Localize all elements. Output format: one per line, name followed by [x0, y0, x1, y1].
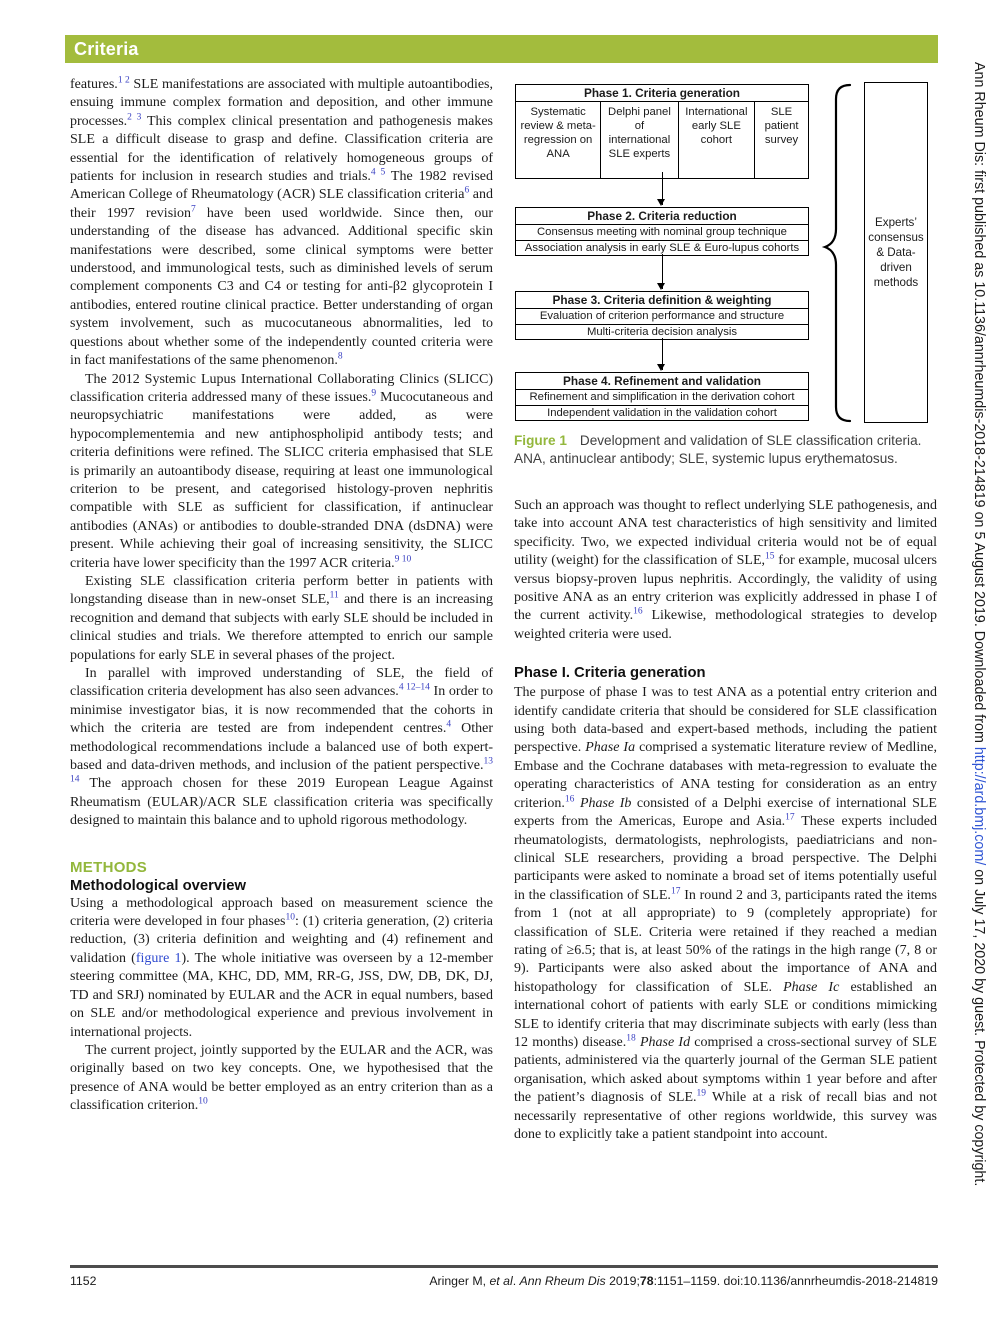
- paragraph-existing-criteria: Existing SLE classification criteria perform better in patients with longstanding disease than in new-onset SLE,$^{11}$ and there is an increasing recognition and demand that subjects with early SLE should be included in clinical studies and trials. We therefore attempted to enrich our sample populations for early SLE in several phases of the project.: [70, 573, 493, 663]
- methodological-overview-heading: Methodological overview: [70, 877, 246, 894]
- figure-1: [514, 82, 938, 492]
- phase2-row-association: Association analysis in early SLE & Euro-lupus cohorts: [524, 241, 800, 254]
- flowchart-phase4-box: [515, 372, 809, 421]
- reference-link[interactable]: 11: [329, 590, 339, 601]
- right-column: [514, 497, 937, 1144]
- reference-link[interactable]: 9: [371, 388, 377, 399]
- down-arrow-icon: [662, 172, 663, 205]
- phase3-row-evaluation: Evaluation of criterion performance and structure: [516, 309, 808, 325]
- figure-caption: [514, 432, 938, 467]
- phase1-section-heading: Phase I. Criteria generation: [514, 665, 706, 682]
- paragraph-phase1-generation: The purpose of phase I was to test ANA as a potential entry criterion and identify candidate criteria that should be considered for SLE classification using both data-based and expert-based methods, including the patient perspective. Phase Ia comprised a systematic literature review of Medline, Embase and the Cochrane databases with meta-regression to evaluate the operating characteristics of ANA testing for consideration as an entry criterion.$^{16}$ Phase Ib consisted of a Delphi exercise of international SLE experts from the Americas, Europe and Asia.$^{17}$ These experts included rheumatologists, dermatologists, nephrologists, paediatricians and non-clinical SLE researchers, providing a broad perspective. The Delphi participants were asked to nominate a broad set of items potentially useful in the classification of SLE.$^{17}$ In round 2 and 3, participants rated the items from 1 (not at all appropriate) to 9 (completely appropriate) for classification of SLE. Criteria were retained if they reached a median rating of ≥6.5; that is, at least 50% of the ratings in the high range (7, 8 or 9). Participants were also asked about the importance of ANA and histopathology for classification of SLE. Phase Ic established an international cohort of patients with early SLE or conditions mimicking SLE to identify criteria that may discriminate subjects with early (less than 12 months) disease.$^{18}$ Phase Id comprised a cross-sectional survey of SLE patients, administered via the quarterly journal of the German SLE patient organisation, which asked about symptoms within 1 year before and after the patient’s diagnosis of SLE.$^{19}$ While at a risk of recall bias and not necessarily representative of other regions worldwide, this survey was done to explicitly take a patient standpoint into account.: [514, 685, 938, 1142]
- bold-text: 78: [639, 1274, 654, 1288]
- inline-link[interactable]: http://ard.bmj.com/: [971, 746, 987, 866]
- section-banner: [65, 35, 938, 63]
- reference-link[interactable]: 10: [285, 912, 296, 923]
- reference-link[interactable]: 6: [464, 185, 470, 196]
- figure-caption-text: Development and validation of SLE classification criteria. ANA, antinuclear antibody; SLE, systemic lupus erythematosus.: [514, 433, 922, 466]
- phase4-row-refinement: Refinement and simplification in the derivation cohort: [516, 390, 808, 406]
- reference-link[interactable]: 15: [765, 551, 775, 562]
- italic-text: Phase Ib: [579, 795, 632, 811]
- flowchart-phase1-box: [515, 84, 809, 179]
- reference-link[interactable]: 18: [626, 1033, 636, 1044]
- phase1-title: Phase 1. Criteria generation: [516, 85, 808, 102]
- paragraph-slicc: The 2012 Systemic Lupus International Collaborating Clinics (SLICC) classification criteria addressed many of these issues.$^9$ Mucocutaneous and neuropsychiatric manifestations were added, as were hypocomplementemia and new antiphospholipid antibody tests; and criteria definitions were refined. The SLICC criteria emphasised that SLE is primarily an autoantibody disease, requiring at least one immunological criterion to be present, and categorised histology-proven nephritis compatible with SLE as sufficient for classification, if antinuclear antibodies (ANAs) or antibodies to double-stranded DNA (dsDNA) were present. While achieving their goal of increasing sensitivity, the SLICC criteria have lower specificity than the 1997 ACR criteria.$^{9 10}$: [70, 371, 493, 571]
- paragraph-such-approach: Such an approach was thought to reflect underlying SLE pathogenesis, and take into account ANA test characteristics of high sensitivity and limited specificity. Two, we expected individual criteria would not be of equal utility (weight) for the classification of SLE,$^{15}$ for example, mucosal ulcers versus biopsy-proven lupus nephritis. Accordingly, the validity of using positive ANA as an entry criterion was explicitly addressed in phase I of the current activity.$^{16}$ Likewise, methodological strategies to develop weighted criteria were used.: [514, 498, 938, 642]
- paragraph-current-project: The current project, jointly supported by the EULAR and the ACR, was originally based on two key concepts. One, we hypothesised that the presence of ANA would be better employed as an entry criterion than as a classification criterion.$^{10}$: [70, 1042, 493, 1114]
- reference-link[interactable]: 16: [564, 794, 575, 805]
- phase1-cell-systematic-review: Systematic review & meta-regression on ANA: [516, 102, 601, 178]
- italic-text: Ann Rheum Dis: [519, 1274, 606, 1288]
- phase2-title: Phase 2. Criteria reduction: [516, 208, 808, 225]
- flowchart-phase3-box: [515, 291, 809, 340]
- reference-link[interactable]: 9 10: [394, 553, 412, 564]
- footer-citation: Aringer M, et al. Ann Rheum Dis 2019;78:1151–1159. doi:10.1136/annrheumdis-2018-214819: [429, 1274, 938, 1288]
- down-arrow-icon: [662, 254, 663, 289]
- left-column: [70, 76, 493, 1116]
- reference-link[interactable]: 17: [785, 812, 795, 823]
- footer: [70, 1274, 938, 1288]
- reference-link[interactable]: 4: [446, 719, 452, 730]
- page-number: 1152: [70, 1274, 97, 1288]
- italic-text: Phase Ic: [783, 979, 840, 995]
- inline-link[interactable]: figure 1: [135, 950, 182, 966]
- paragraph-methodological-approach: Using a methodological approach based on measurement science the criteria were developed in four phases$^{10}$: (1) criteria generation, (2) criteria reduction, (3) criteria definition and weighting and (4) refinement and validation (figure 1). The whole initiative was overseen by a 12-member steering committee (MA, KHC, DD, MM, RR-G, JSS, DW, DB, DK, DJ, TD and SRJ) nominated by EULAR and the ACR in equal numbers, based on SLE and/or methodological experience and previous involvement in international projects.: [70, 895, 494, 1040]
- reference-link[interactable]: 1 2: [117, 75, 130, 86]
- phase1-cell-early-sle-cohort: International early SLE cohort: [679, 102, 756, 178]
- experts-consensus-box: Experts’ consensus & Data-driven methods: [864, 82, 928, 423]
- reference-link[interactable]: 4 5: [370, 167, 386, 178]
- phase1-cell-delphi-panel: Delphi panel of international SLE experts: [601, 102, 678, 178]
- phase4-row-validation: Independent validation in the validation cohort: [547, 406, 777, 419]
- methods-heading: METHODS: [70, 858, 148, 876]
- phase1-cell-patient-survey: SLE patient survey: [764, 106, 799, 146]
- reference-link[interactable]: 10: [198, 1096, 208, 1107]
- reference-link[interactable]: 8: [337, 351, 343, 362]
- italic-text: et al: [489, 1274, 513, 1288]
- flowchart-phase2-box: [515, 207, 809, 256]
- figure-caption-label: Figure 1: [514, 433, 567, 448]
- paragraph-parallel-advances: In parallel with improved understanding of SLE, the field of classification criteria development has also seen advances.$^{4 12-14}$ In order to minimise investigator bias, it is now recommended that the cohorts in which the criteria are tested are from independent centres.$^4$ Other methodological recommendations include a balanced use of both expert-based and data-driven methods, and inclusion of the patient perspective.$^{13 14}$ The approach chosen for these 2019 European League Against Rheumatism (EULAR)/ACR SLE classification criteria was specifically designed to maintain this balance and to uphold rigorous methodology.: [70, 666, 494, 829]
- phase3-title: Phase 3. Criteria definition & weighting: [516, 292, 808, 309]
- reference-link[interactable]: 16: [633, 606, 643, 617]
- footer-divider: [70, 1265, 938, 1268]
- section-banner-label: Criteria: [74, 39, 139, 59]
- curly-brace-icon: [820, 83, 860, 423]
- reference-link[interactable]: 7: [191, 204, 196, 215]
- italic-text: Phase Ia: [585, 740, 636, 756]
- reference-link[interactable]: 19: [696, 1088, 707, 1099]
- phase2-row-consensus: Consensus meeting with nominal group technique: [516, 225, 808, 241]
- copyright-sidebar: Ann Rheum Dis: first published as 10.1136/annrheumdis-2018-214819 on 5 August 2019. Downloaded from http://ard.bmj.com/ on July 17, 2020 by guest. Protected by copyright.: [971, 62, 987, 1187]
- phase4-title: Phase 4. Refinement and validation: [516, 373, 808, 390]
- phase3-row-mcda: Multi-criteria decision analysis: [586, 325, 738, 338]
- down-arrow-icon: [662, 338, 663, 370]
- reference-link[interactable]: 13 14: [70, 756, 493, 785]
- phase1-cells: [516, 102, 808, 178]
- reference-link[interactable]: 2 3: [127, 112, 142, 123]
- paragraph-intro: features.$^{1 2}$ SLE manifestations are associated with multiple autoantibodies, ensuing immune complex formation and deposition, and other immune processes.$^{2 3}$ This complex clinical presentation and pathogenesis makes SLE a difficult disease to grasp and define. Classification criteria are essential for the identification of relatively homogeneous groups of patients for inclusion in research studies and trials.$^{4 5}$ The 1982 revised American College of Rheumatology (ACR) SLE classification criteria$^6$ and their 1997 revision$^7$ have been used worldwide. Since then, our understanding of the disease has advanced. Additional specific skin manifestations were described, some clinical symptoms were better understood, and immunological tests, such as diminished levels of serum complement components C3 and C4 or testing for anti-β2 glycoprotein I antibodies, entered routine clinical practice. Better understanding of organ system involvement, such as mucocutaneous abnormalities, led to questions about whether some of the independently counted criteria were in fact manifestations of the same phenomenon.$^8$: [70, 75, 494, 369]
- reference-link[interactable]: 17: [670, 886, 681, 897]
- reference-link[interactable]: 4 12–14: [398, 682, 430, 693]
- italic-text: Phase Id: [639, 1034, 691, 1050]
